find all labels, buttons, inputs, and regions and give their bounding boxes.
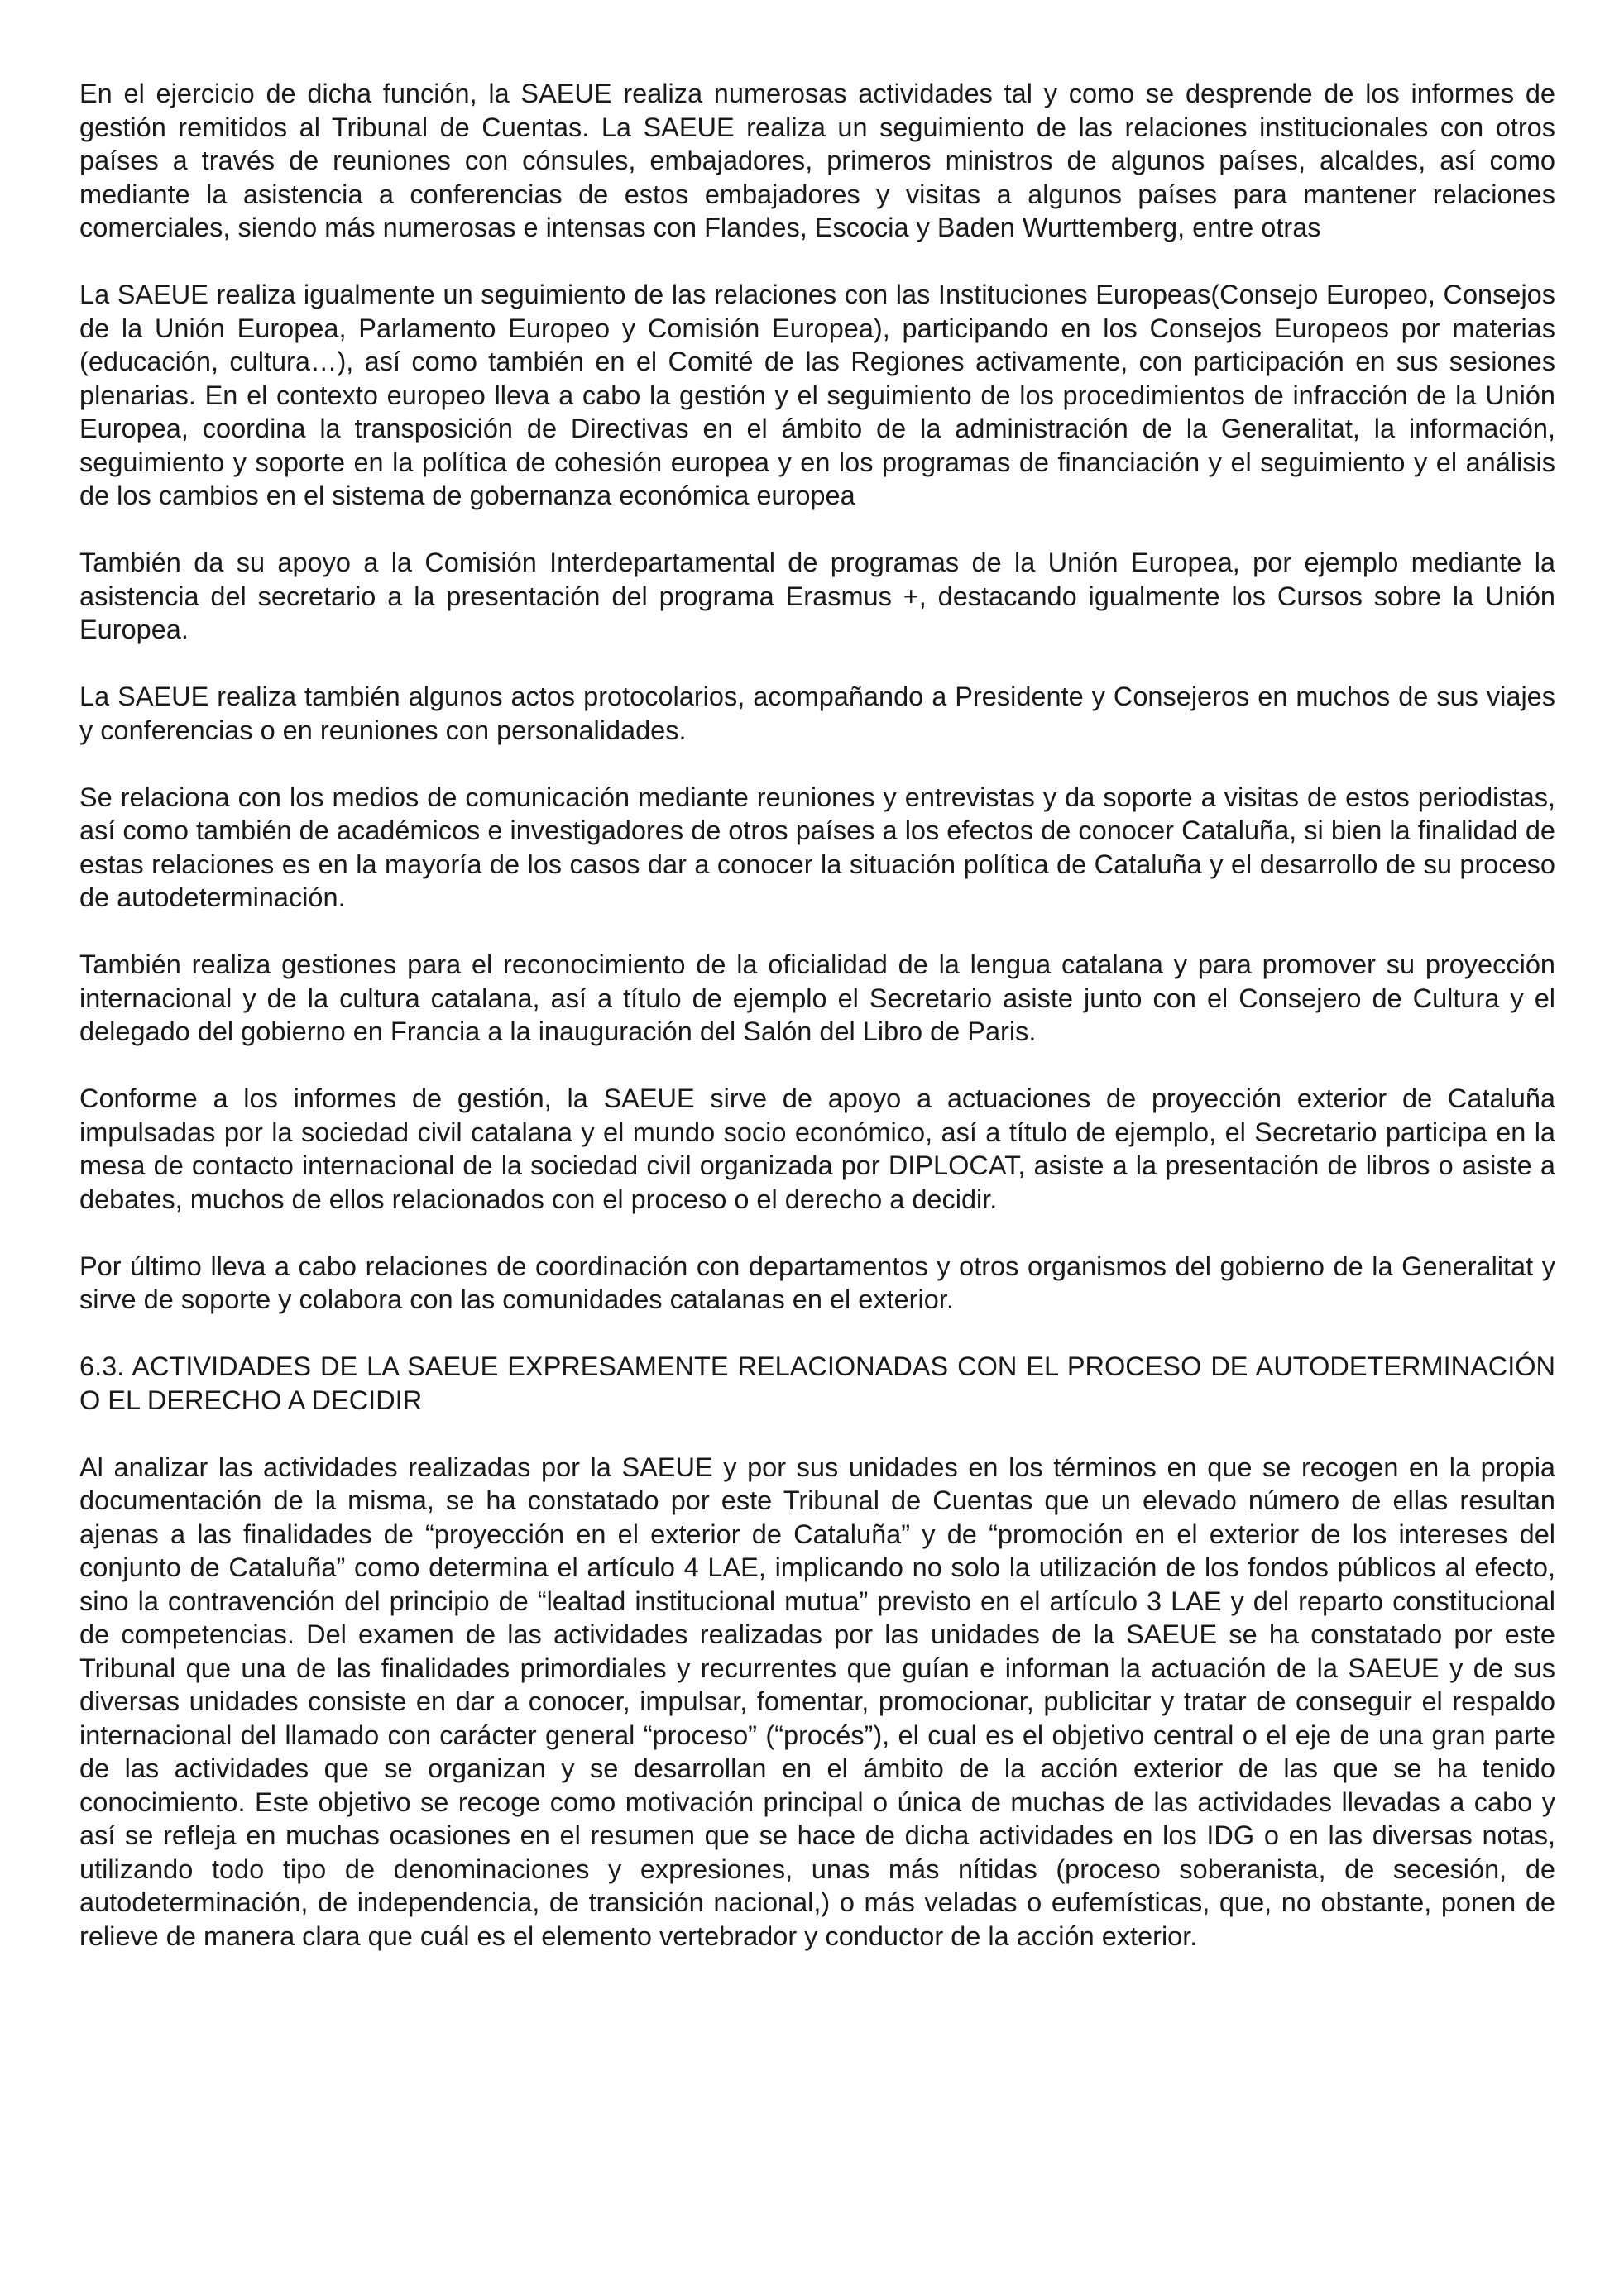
- paragraph-european-institutions: La SAEUE realiza igualmente un seguimiento de las relaciones con las Instituciones Europeas(Consejo Europeo, Consejos de la Unión Europea, Parlamento Europeo y Comisión Europea), participando en los Consejos Europeos por materias (educación, cultura…), así como también en el Comité de las Regiones activamente, con participación en sus sesiones plenarias. En el contexto europeo lleva a cabo la gestión y el seguimiento de los procedimientos de infracción de la Unión Europea, coordina la transposición de Directivas en el ámbito de la administración de la Generalitat, la información, seguimiento y soporte en la política de cohesión europea y en los programas de financiación y el seguimiento y el análisis de los cambios en el sistema de gobernanza económica europea: [79, 280, 1555, 510]
- paragraph-analysis: Al analizar las actividades realizadas por la SAEUE y por sus unidades en los términos en que se recogen en la propia documentación de la misma, se ha constatado por este Tribunal de Cuentas que un elevado número de ellas resultan ajenas a las finalidades de “proyección en el exterior de Cataluña” y de “promoción en el exterior de los intereses del conjunto de Cataluña” como determina el artículo 4 LAE, implicando no solo la utilización de los fondos públicos al efecto, sino la contravención del principio de “lealtad institucional mutua” previsto en el artículo 3 LAE y del reparto constitucional de competencias. Del examen de las actividades realizadas por las unidades de la SAEUE se ha constatado por este Tribunal que una de las finalidades primordiales y recurrentes que guían e informan la actuación de la SAEUE y de sus diversas unidades consiste en dar a conocer, impulsar, fomentar, promocionar, publicitar y tratar de conseguir el respaldo internacional del llamado con carácter general “proceso” (“procés”), el cual es el objetivo central o el eje de una gran parte de las actividades que se organizan y se desarrollan en el ámbito de la acción exterior de las que se ha tenido conocimiento. Este objetivo se recoge como motivación principal o única de muchas de las actividades llevadas a cabo y así se refleja en muchas ocasiones en el resumen que se hace de dicha actividades en los IDG o en las diversas notas, utilizando todo tipo de denominaciones y expresiones, unas más nítidas (proceso soberanista, de secesión, de autodeterminación, de independencia, de transición nacional,) o más veladas o eufemísticas, que, no obstante, ponen de relieve de manera clara que cuál es el elemento vertebrador y conductor de la acción exterior.: [79, 1452, 1555, 1951]
- paragraph-institutional-relations: En el ejercicio de dicha función, la SAEUE realiza numerosas actividades tal y como se desprende de los informes de gestión remitidos al Tribunal de Cuentas. La SAEUE realiza un seguimiento de las relaciones institucionales con otros países a través de reuniones con cónsules, embajadores, primeros ministros de algunos países, alcaldes, así como mediante la asistencia a conferencias de estos embajadores y visitas a algunos países para mantener relaciones comerciales, siendo más numerosas e intensas con Flandes, Escocia y Baden Wurttemberg, entre otras: [79, 79, 1555, 242]
- paragraph-civil-society-support: Conforme a los informes de gestión, la SAEUE sirve de apoyo a actuaciones de proyección exterior de Cataluña impulsadas por la sociedad civil catalana y el mundo socio económico, así a título de ejemplo, el Secretario participa en la mesa de contacto internacional de la sociedad civil organizada por DIPLOCAT, asiste a la presentación de libros o asiste a debates, muchos de ellos relacionados con el proceso o el derecho a decidir.: [79, 1083, 1555, 1214]
- paragraph-media-relations: Se relaciona con los medios de comunicación mediante reuniones y entrevistas y da soporte a visitas de estos periodistas, así como también de académicos e investigadores de otros países a los efectos de conocer Cataluña, si bien la finalidad de estas relaciones es en la mayoría de los casos dar a conocer la situación política de Cataluña y el desarrollo de su proceso de autodeterminación.: [79, 782, 1555, 912]
- document-page: [79, 77, 1555, 1953]
- section-heading: 6.3. ACTIVIDADES DE LA SAEUE EXPRESAMENTE RELACIONADAS CON EL PROCESO DE AUTODETERMINACIÓN O EL DERECHO A DECIDIR: [79, 1351, 1555, 1415]
- paragraph-interdepartmental-commission: También da su apoyo a la Comisión Interdepartamental de programas de la Unión Europea, por ejemplo mediante la asistencia del secretario a la presentación del programa Erasmus +, destacando igualmente los Cursos sobre la Unión Europea.: [79, 548, 1555, 644]
- paragraph-coordination: Por último lleva a cabo relaciones de coordinación con departamentos y otros organismos del gobierno de la Generalitat y sirve de soporte y colabora con las comunidades catalanas en el exterior.: [79, 1251, 1555, 1314]
- paragraph-protocol-acts: La SAEUE realiza también algunos actos protocolarios, acompañando a Presidente y Consejeros en muchos de sus viajes y conferencias o en reuniones con personalidades.: [79, 682, 1555, 745]
- paragraph-catalan-language: También realiza gestiones para el reconocimiento de la oficialidad de la lengua catalana y para promover su proyección internacional y de la cultura catalana, así a título de ejemplo el Secretario asiste junto con el Consejero de Cultura y el delegado del gobierno en Francia a la inauguración del Salón del Libro de Paris.: [79, 949, 1555, 1046]
